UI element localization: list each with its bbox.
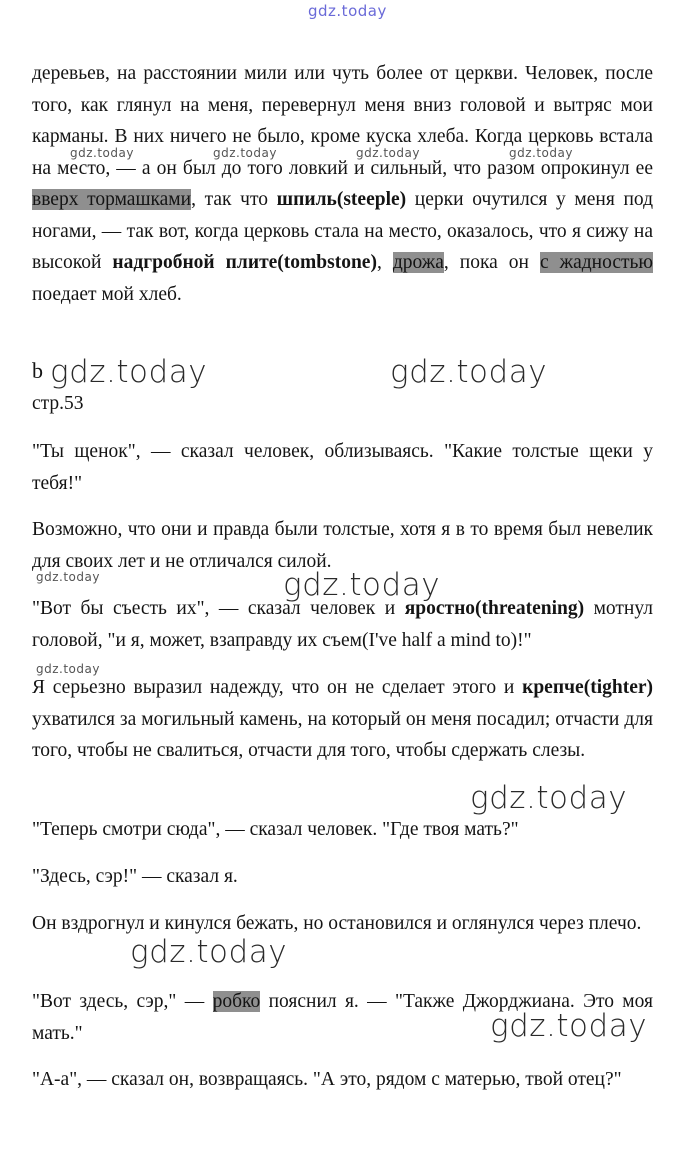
p4-bold-1: яростно(threatening) bbox=[404, 598, 585, 619]
paragraph-3: Возможно, что они и правда были толстые, хотя я в то время был невелик для своих лет и не отличался силой. bbox=[32, 519, 653, 572]
watermark-small: gdz.today bbox=[70, 146, 134, 160]
p1-highlight-2: дрожа bbox=[392, 252, 444, 273]
watermark-small: gdz.today bbox=[36, 662, 100, 676]
section-letter: b bbox=[32, 358, 43, 383]
paragraph-1 bbox=[32, 58, 653, 310]
paragraph-2: "Ты щенок", — сказал человек, облизываясь. "Какие толстые щеки у тебя!" bbox=[32, 441, 653, 494]
p9-text-2: пояснил я. — "Также Джорджиана. Это моя мать." bbox=[32, 991, 653, 1044]
watermark-small: gdz.today bbox=[509, 146, 573, 160]
watermark-small: gdz.today bbox=[213, 146, 277, 160]
watermark-large: gdz.today bbox=[490, 1008, 648, 1044]
p1-text-2: , так что bbox=[191, 189, 277, 210]
paragraph-8: Он вздрогнул и кинулся бежать, но остановился и оглянулся через плечо. bbox=[32, 913, 642, 934]
paragraph-6: "Теперь смотри сюда", — сказал человек. "Где твоя мать?" bbox=[32, 819, 519, 840]
watermark-small: gdz.today bbox=[36, 570, 100, 584]
p1-bold-1: шпиль(steeple) bbox=[276, 189, 407, 210]
p1-text-5: , пока он bbox=[443, 252, 540, 273]
watermark-large: gdz.today bbox=[130, 934, 288, 970]
paragraph-5 bbox=[32, 672, 653, 767]
p1-text-1: деревьев, на расстоянии мили или чуть более от церкви. Человек, после того, как глянул на меня, перевернул меня вниз головой и вытряс мои карманы. В них ничего не было, кроме куска хлеба. Когда церковь встала на место, — а он был до того ловкий и сильный, что разом опрокинул ее bbox=[32, 63, 653, 179]
page-reference: стр.53 bbox=[32, 393, 84, 414]
watermark-top: gdz.today bbox=[308, 2, 387, 20]
p1-text-6: поедает мой хлеб. bbox=[32, 283, 182, 305]
paragraph-4 bbox=[32, 593, 653, 656]
watermark-small: gdz.today bbox=[356, 146, 420, 160]
p5-bold-1: крепче(tighter) bbox=[522, 677, 653, 698]
paragraph-7: "Здесь, сэр!" — сказал я. bbox=[32, 866, 238, 887]
p1-text-3: церки очутился у меня под ногами, — так вот, когда церковь стала на место, оказалось, что я сижу на высокой bbox=[32, 189, 653, 273]
paragraph-10: "А-а", — сказал он, возвращаясь. "А это, рядом с матерью, твой отец?" bbox=[32, 1069, 622, 1090]
p4-text-1: "Вот бы съесть их", — сказал человек и bbox=[32, 598, 405, 619]
p1-highlight-3: с жадностью bbox=[539, 252, 653, 273]
watermark-large: gdz.today bbox=[390, 354, 548, 390]
p1-text-4: , bbox=[376, 252, 393, 273]
p5-text-1: Я серьезно выразил надежду, что он не сделает этого и bbox=[32, 677, 523, 698]
watermark-large: gdz.today bbox=[50, 354, 208, 390]
watermark-large: gdz.today bbox=[283, 567, 441, 603]
p1-highlight-1: вверх тормашками bbox=[32, 189, 192, 210]
p4-text-2: мотнул головой, "и я, может, взаправду их съем(I've half a mind to)!" bbox=[32, 598, 653, 651]
watermark-large: gdz.today bbox=[470, 780, 628, 816]
p9-highlight-1: робко bbox=[212, 991, 261, 1012]
p9-text-1: "Вот здесь, сэр," — bbox=[32, 991, 213, 1012]
p1-bold-2: надгробной плите(tombstone) bbox=[112, 252, 377, 273]
p5-text-2: ухватился за могильный камень, на который он меня посадил; отчасти для того, чтобы не свалиться, отчасти для того, чтобы сдержать слезы. bbox=[32, 708, 653, 761]
